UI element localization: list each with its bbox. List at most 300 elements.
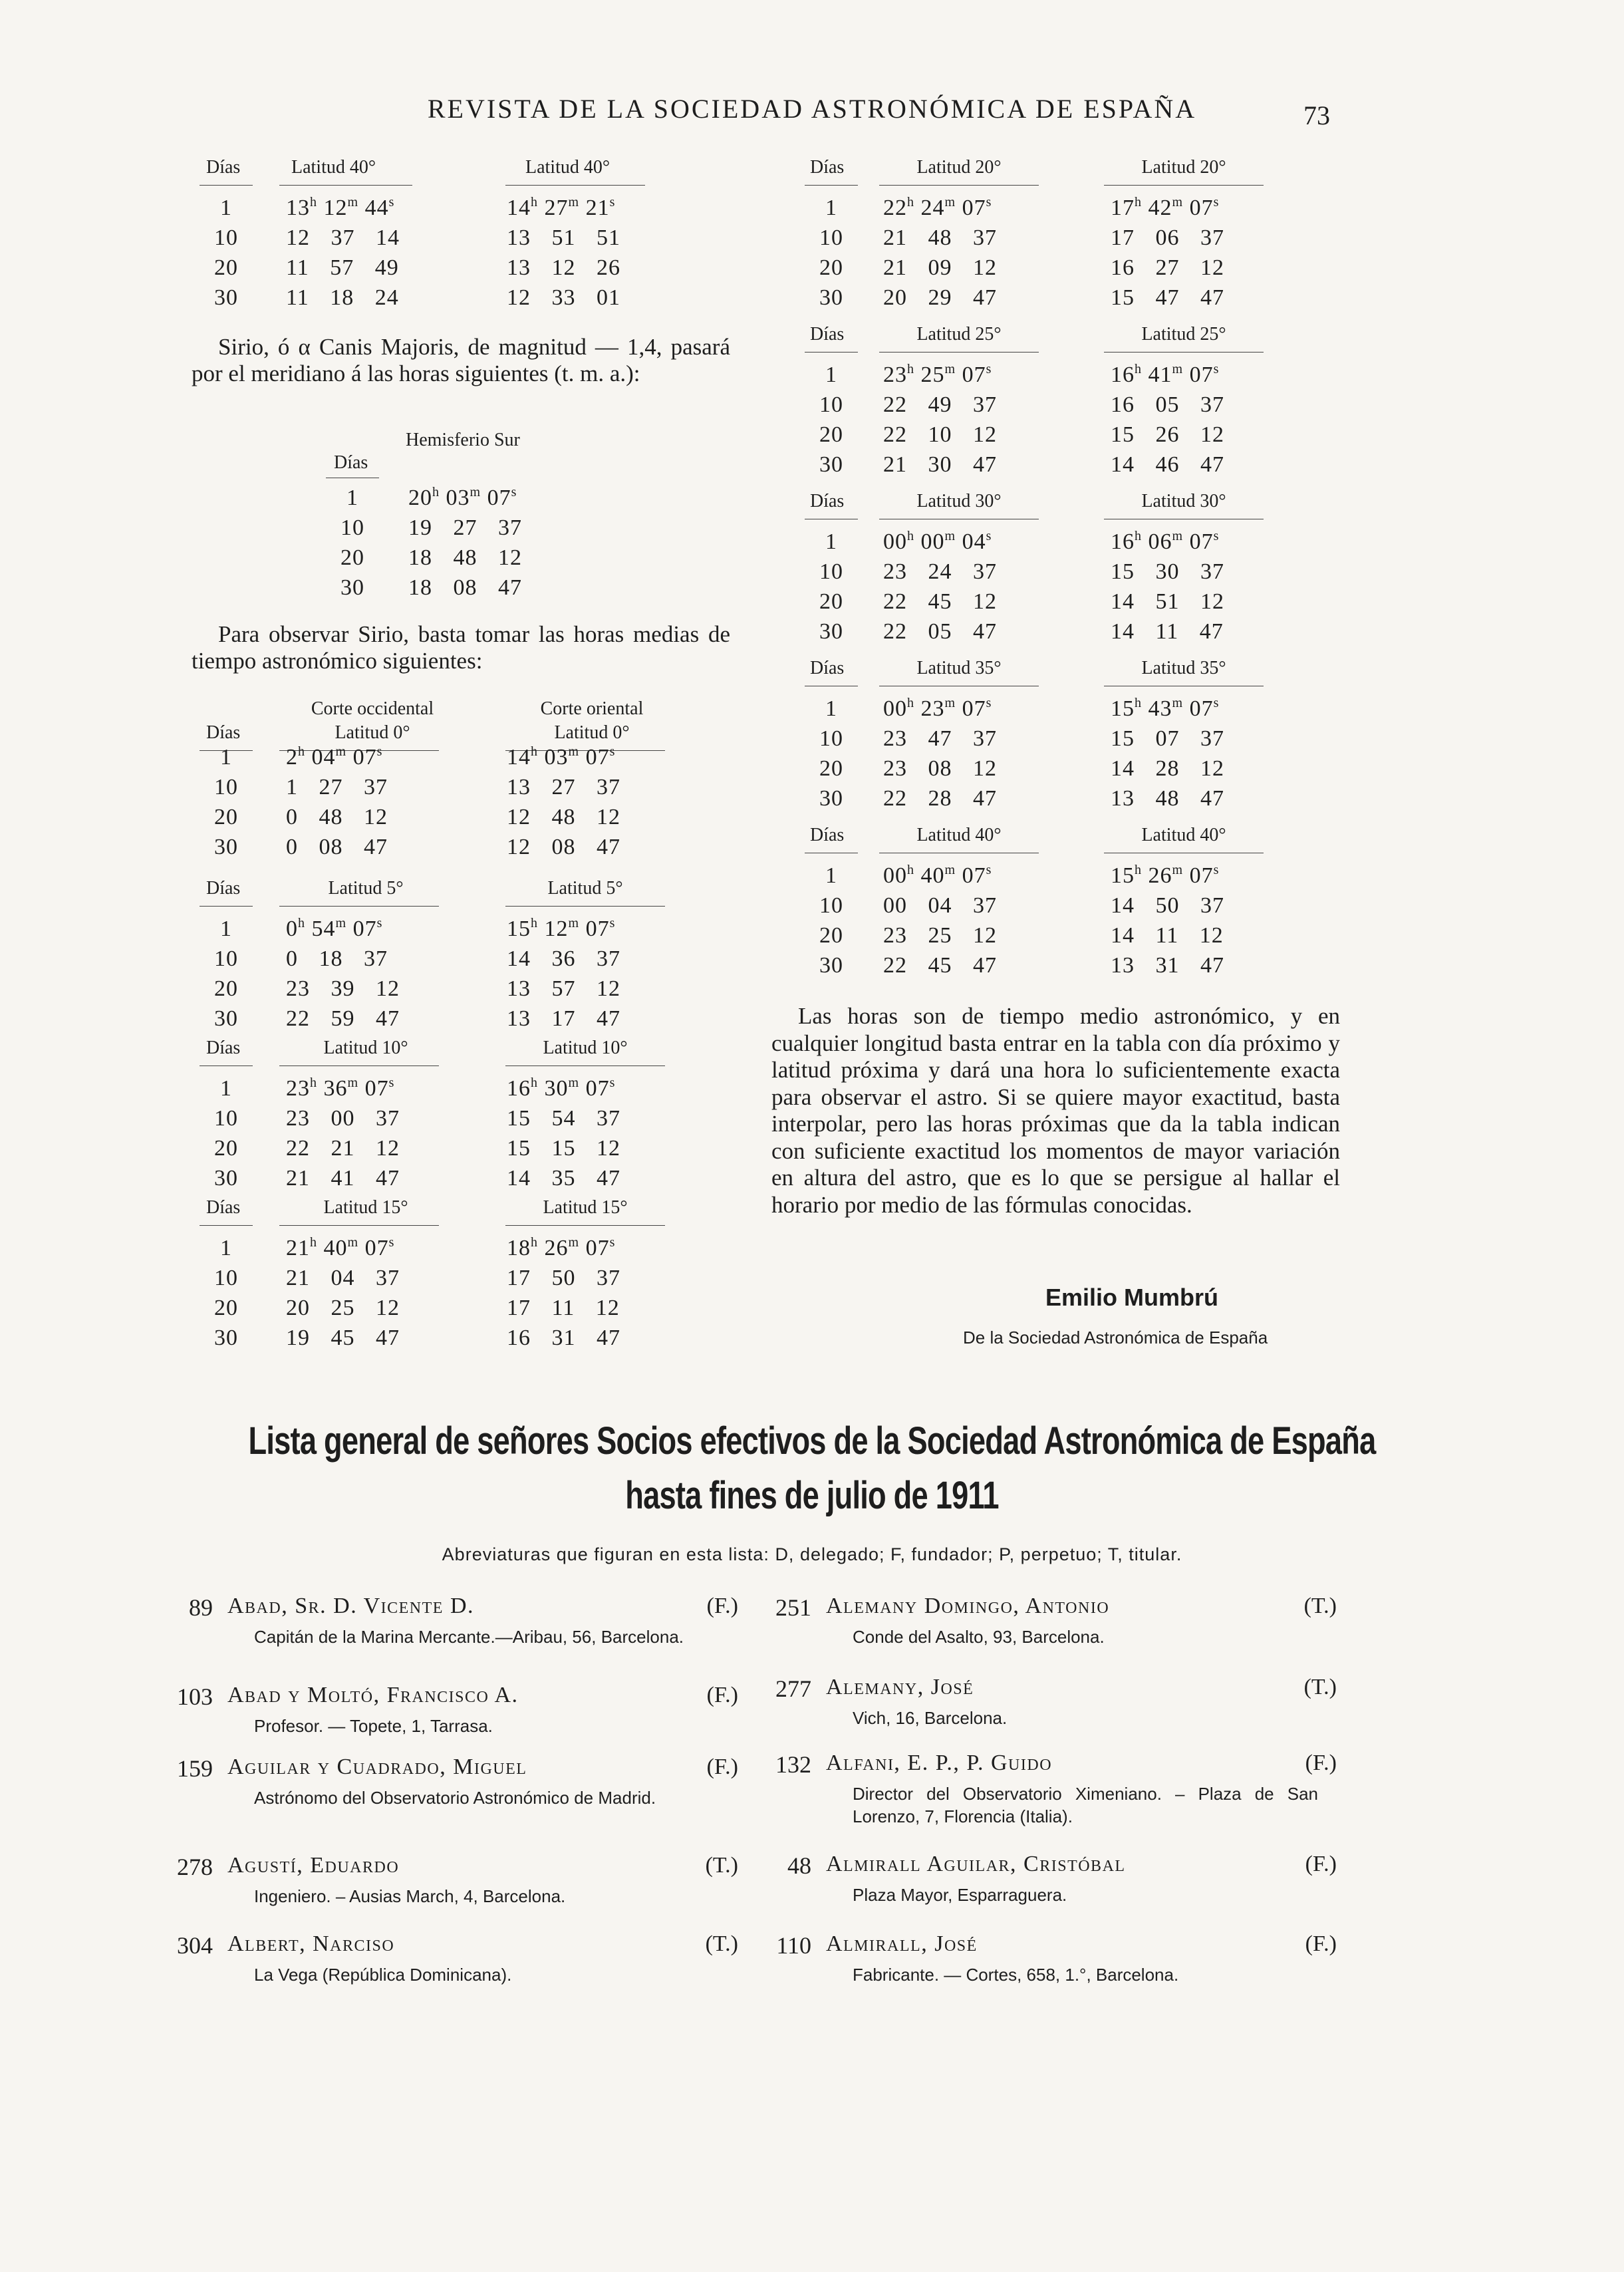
latitude-table xyxy=(805,491,1284,644)
hours-unit: h xyxy=(531,744,538,759)
minutes-value: 41 xyxy=(1148,362,1172,387)
day-cell: 20 xyxy=(214,805,238,829)
member-type: (F.) xyxy=(1305,1852,1337,1876)
seconds-unit: s xyxy=(609,1075,616,1090)
hours-value: 13 xyxy=(286,196,310,220)
member-name: Agustí, Eduardo xyxy=(227,1853,400,1878)
seconds-value: 07 xyxy=(962,362,986,387)
day-cell: 10 xyxy=(819,392,843,417)
day-cell: 20 xyxy=(340,545,364,570)
oriental-latitude-header: Latitud 20° xyxy=(1141,157,1226,178)
hours-value: 17 xyxy=(1111,196,1135,220)
occidental-time: 21 09 12 xyxy=(883,255,997,280)
minutes-value: 54 xyxy=(311,917,336,941)
oriental-latitude-header: Latitud 35° xyxy=(1141,658,1226,678)
occidental-time xyxy=(883,362,992,388)
member-name: Alfani, E. P., P. Guido xyxy=(826,1751,1053,1775)
minutes-value: 23 xyxy=(920,696,945,721)
day-cell: 1 xyxy=(220,745,232,770)
minutes-value: 25 xyxy=(920,362,945,387)
occidental-time: 11 57 49 xyxy=(286,255,399,280)
seconds-value: 07 xyxy=(364,1076,389,1101)
hours-unit: h xyxy=(298,916,305,930)
hours-unit: h xyxy=(310,1075,317,1090)
oriental-time xyxy=(1111,362,1219,388)
sirio-paragraph: Sirio, ó α Canis Majoris, de magnitud — 1,4, pasará por el meridiano á las horas siguientes (t. m. a.): xyxy=(192,334,730,386)
author-affiliation: De la Sociedad Astronómica de España xyxy=(963,1328,1268,1348)
days-header: Días xyxy=(206,722,241,743)
minutes-unit: m xyxy=(944,195,956,210)
occidental-time: 19 45 47 xyxy=(286,1326,400,1350)
minutes-unit: m xyxy=(347,195,359,210)
hours-value: 2 xyxy=(286,745,298,770)
hours-unit: h xyxy=(310,195,317,210)
oriental-time: 14 35 47 xyxy=(507,1166,620,1191)
oriental-latitude-header: Latitud 25° xyxy=(1141,324,1226,345)
minutes-value: 04 xyxy=(311,745,336,770)
oriental-time: 17 11 12 xyxy=(507,1296,620,1320)
seconds-unit: s xyxy=(986,529,992,543)
member-number: 278 xyxy=(177,1854,213,1880)
hours-unit: h xyxy=(531,1075,538,1090)
oriental-latitude-header: Latitud 15° xyxy=(543,1197,628,1218)
member-details: Profesor. — Topete, 1, Tarrasa. xyxy=(254,1716,493,1736)
days-header: Días xyxy=(810,825,845,845)
minutes-unit: m xyxy=(568,744,580,759)
occidental-time: 22 21 12 xyxy=(286,1136,400,1161)
hours-unit: h xyxy=(1135,863,1142,877)
hours-value: 15 xyxy=(1111,863,1135,888)
oriental-time: 16 27 12 xyxy=(1111,255,1224,280)
minutes-value: 30 xyxy=(544,1076,569,1101)
member-name: Alemany Domingo, Antonio xyxy=(826,1594,1110,1618)
minutes-value: 03 xyxy=(446,486,470,510)
seconds-unit: s xyxy=(609,916,616,930)
occidental-time: 1 27 37 xyxy=(286,775,388,799)
seconds-unit: s xyxy=(1213,863,1220,877)
hours-unit: h xyxy=(1135,195,1142,210)
hours-value: 18 xyxy=(507,1236,531,1260)
seconds-unit: s xyxy=(388,1075,395,1090)
member-type: (T.) xyxy=(1303,1594,1337,1618)
seconds-value: 07 xyxy=(962,863,986,888)
occidental-latitude-header: Latitud 5° xyxy=(328,878,404,899)
day-cell: 30 xyxy=(214,835,238,859)
oriental-header-1: Corte oriental xyxy=(540,698,644,719)
minutes-value: 36 xyxy=(323,1076,348,1101)
day-cell: 20 xyxy=(819,589,843,614)
occidental-time: 23 00 37 xyxy=(286,1106,400,1131)
seconds-value: 07 xyxy=(962,196,986,220)
days-header: Días xyxy=(810,491,845,511)
occidental-latitude-header: Latitud 30° xyxy=(916,491,1002,511)
seconds-unit: s xyxy=(986,362,992,376)
seconds-value: 07 xyxy=(1189,362,1214,387)
oriental-time: 14 28 12 xyxy=(1111,756,1224,781)
days-header: Días xyxy=(810,157,845,178)
top-latitude-table xyxy=(200,157,665,310)
oriental-time xyxy=(507,745,615,770)
member-number: 132 xyxy=(775,1751,811,1778)
oriental-time: 17 06 37 xyxy=(1111,225,1224,250)
oriental-time: 12 08 47 xyxy=(507,835,620,859)
occidental-time: 23 08 12 xyxy=(883,756,997,781)
member-number: 277 xyxy=(775,1675,811,1702)
column-header: Latitud 40° xyxy=(525,157,610,178)
seconds-unit: s xyxy=(376,744,383,759)
occidental-time: 22 45 47 xyxy=(883,953,997,978)
member-name: Abad y Moltó, Francisco A. xyxy=(227,1683,519,1707)
oriental-time: 14 46 47 xyxy=(1111,452,1224,477)
day-cell: 10 xyxy=(819,726,843,751)
latitude-table xyxy=(200,1197,678,1350)
seconds-unit: s xyxy=(986,863,992,877)
occidental-time: 21 30 47 xyxy=(883,452,997,477)
hours-unit: h xyxy=(298,744,305,759)
occidental-time xyxy=(408,486,517,511)
day-cell: 10 xyxy=(214,946,238,971)
member-number: 103 xyxy=(177,1683,213,1710)
seconds-unit: s xyxy=(609,195,616,210)
oriental-time: 14 11 12 xyxy=(1111,923,1224,948)
occidental-time xyxy=(883,696,992,722)
minutes-unit: m xyxy=(1172,863,1184,877)
occidental-latitude-header: Latitud 25° xyxy=(916,324,1002,345)
seconds-unit: s xyxy=(376,916,383,930)
minutes-unit: m xyxy=(1172,696,1184,710)
day-cell: 20 xyxy=(214,255,238,280)
member-details: Plaza Mayor, Esparraguera. xyxy=(853,1885,1067,1905)
member-details: Director del Observatorio Ximeniano. – Plaza de San Lorenzo, 7, Florencia (Italia). xyxy=(853,1784,1318,1826)
oriental-time xyxy=(507,196,615,221)
occidental-time xyxy=(883,196,992,221)
occidental-time: 00 04 37 xyxy=(883,893,997,918)
oriental-time: 15 26 12 xyxy=(1111,422,1224,447)
day-cell: 10 xyxy=(214,1106,238,1131)
member-name: Albert, Narciso xyxy=(227,1931,395,1956)
member-number: 89 xyxy=(189,1594,213,1621)
latitude-table xyxy=(805,157,1284,310)
day-cell: 30 xyxy=(214,1006,238,1031)
hours-unit: h xyxy=(531,916,538,930)
minutes-value: 43 xyxy=(1148,696,1172,721)
seconds-value: 07 xyxy=(1189,863,1214,888)
occidental-time: 20 25 12 xyxy=(286,1296,400,1320)
member-name: Alemany, José xyxy=(826,1675,974,1699)
occidental-time xyxy=(286,745,382,770)
seconds-unit: s xyxy=(388,1235,395,1250)
corte-header xyxy=(200,698,705,752)
occidental-header-1: Corte occidental xyxy=(311,698,434,719)
day-cell: 20 xyxy=(819,422,843,447)
latitude-table xyxy=(805,825,1284,978)
sirio-table xyxy=(326,430,592,600)
latitude-table xyxy=(805,324,1284,477)
hours-unit: h xyxy=(1135,696,1142,710)
minutes-unit: m xyxy=(568,1075,580,1090)
member-type: (F.) xyxy=(706,1594,738,1618)
oriental-time xyxy=(1111,863,1219,889)
oriental-time: 14 50 37 xyxy=(1111,893,1224,918)
abbreviations-note: Abreviaturas que figuran en esta lista: D, delegado; F, fundador; P, perpetuo; T, titular. xyxy=(442,1544,1182,1564)
hours-value: 00 xyxy=(883,863,907,888)
member-details: Fabricante. — Cortes, 658, 1.°, Barcelona. xyxy=(853,1965,1179,1985)
day-cell: 30 xyxy=(819,285,843,310)
column-header: Hemisferio Sur xyxy=(406,430,520,450)
member-details: Ingeniero. – Ausias March, 4, Barcelona. xyxy=(254,1886,566,1906)
seconds-value: 07 xyxy=(487,486,511,510)
day-cell: 20 xyxy=(214,1296,238,1320)
minutes-value: 00 xyxy=(920,529,945,554)
occidental-time: 20 29 47 xyxy=(883,285,997,310)
seconds-value: 07 xyxy=(585,1236,610,1260)
minutes-value: 26 xyxy=(1148,863,1172,888)
seconds-value: 07 xyxy=(962,696,986,721)
oriental-time: 12 33 01 xyxy=(507,285,620,310)
oriental-latitude-header: Latitud 30° xyxy=(1141,491,1226,511)
occidental-time: 23 39 12 xyxy=(286,976,400,1001)
seconds-value: 07 xyxy=(352,917,377,941)
list-title-line2: hasta fines de julio de 1911 xyxy=(625,1474,999,1517)
days-header: Días xyxy=(206,157,241,178)
seconds-value: 07 xyxy=(585,917,610,941)
occidental-latitude-header: Latitud 20° xyxy=(916,157,1002,178)
oriental-latitude-header: Latitud 10° xyxy=(543,1038,628,1058)
member-details: Conde del Asalto, 93, Barcelona. xyxy=(853,1627,1105,1647)
occidental-time: 22 28 47 xyxy=(883,786,997,811)
day-cell: 10 xyxy=(819,225,843,250)
seconds-value: 07 xyxy=(585,745,610,770)
day-cell: 20 xyxy=(214,1136,238,1161)
occidental-time: 22 05 47 xyxy=(883,619,997,644)
member-type: (F.) xyxy=(706,1755,738,1779)
occidental-time: 21 04 37 xyxy=(286,1266,400,1290)
hours-value: 14 xyxy=(507,745,531,770)
minutes-value: 12 xyxy=(544,917,569,941)
oriental-time: 13 12 26 xyxy=(507,255,620,280)
day-cell: 10 xyxy=(214,775,238,799)
oriental-time: 13 51 51 xyxy=(507,225,620,250)
day-cell: 20 xyxy=(214,976,238,1001)
latitude-table xyxy=(200,1038,678,1191)
member-type: (F.) xyxy=(1305,1751,1337,1775)
oriental-time xyxy=(1111,196,1219,221)
occidental-time: 0 08 47 xyxy=(286,835,388,859)
hours-value: 0 xyxy=(286,917,298,941)
seconds-value: 07 xyxy=(585,1076,610,1101)
occidental-latitude-header: Latitud 35° xyxy=(916,658,1002,678)
seconds-unit: s xyxy=(609,1235,616,1250)
hours-unit: h xyxy=(907,195,914,210)
member-name: Aguilar y Cuadrado, Miguel xyxy=(227,1755,527,1779)
days-header: Días xyxy=(334,452,368,473)
occidental-time: 23 24 37 xyxy=(883,559,997,584)
seconds-unit: s xyxy=(986,696,992,710)
observe-paragraph: Para observar Sirio, basta tomar las horas medias de tiempo astronómico siguientes: xyxy=(192,621,730,674)
oriental-time: 13 17 47 xyxy=(507,1006,620,1031)
member-type: (T.) xyxy=(705,1931,738,1956)
oriental-time xyxy=(507,1236,615,1261)
day-cell: 30 xyxy=(214,285,238,310)
oriental-time: 13 31 47 xyxy=(1111,953,1224,978)
oriental-time: 15 47 47 xyxy=(1111,285,1224,310)
day-cell: 10 xyxy=(819,893,843,918)
days-header: Días xyxy=(206,1038,241,1058)
member-details: Capitán de la Marina Mercante.—Aribau, 56, Barcelona. xyxy=(254,1627,684,1647)
occidental-time xyxy=(286,1236,394,1261)
hours-value: 16 xyxy=(1111,362,1135,387)
oriental-time: 16 05 37 xyxy=(1111,392,1224,417)
day-cell: 1 xyxy=(220,1076,232,1101)
member-details: Astrónomo del Observatorio Astronómico de Madrid. xyxy=(254,1788,656,1808)
member-number: 48 xyxy=(787,1852,811,1879)
hours-value: 23 xyxy=(286,1076,310,1101)
oriental-time: 15 07 37 xyxy=(1111,726,1224,751)
minutes-unit: m xyxy=(1172,362,1184,376)
member-name: Almirall, José xyxy=(826,1931,978,1956)
occidental-time: 12 37 14 xyxy=(286,225,400,250)
day-cell: 10 xyxy=(819,559,843,584)
oriental-time: 15 54 37 xyxy=(507,1106,620,1131)
occidental-time: 22 49 37 xyxy=(883,392,997,417)
list-title-line1: Lista general de señores Socios efectivos de la Sociedad Astronómica de España xyxy=(248,1419,1376,1463)
running-header: REVISTA DE LA SOCIEDAD ASTRONÓMICA DE ESPAÑA xyxy=(427,94,1197,124)
seconds-unit: s xyxy=(1213,529,1220,543)
occidental-time xyxy=(883,529,992,555)
occidental-time xyxy=(286,196,394,221)
occidental-time: 19 27 37 xyxy=(408,515,522,540)
occidental-header-2: Latitud 0° xyxy=(335,722,410,743)
oriental-time: 14 36 37 xyxy=(507,946,620,971)
occidental-time xyxy=(883,863,992,889)
occidental-latitude-header: Latitud 40° xyxy=(916,825,1002,845)
column-header: Latitud 40° xyxy=(291,157,376,178)
hours-value: 15 xyxy=(507,917,531,941)
day-cell: 20 xyxy=(819,756,843,781)
oriental-time: 15 30 37 xyxy=(1111,559,1224,584)
oriental-time xyxy=(507,917,615,942)
seconds-unit: s xyxy=(1213,696,1220,710)
minutes-value: 12 xyxy=(323,196,348,220)
day-cell: 30 xyxy=(819,953,843,978)
seconds-value: 07 xyxy=(1189,529,1214,554)
member-details: La Vega (República Dominicana). xyxy=(254,1965,512,1985)
oriental-time xyxy=(507,1076,615,1101)
oriental-time: 14 51 12 xyxy=(1111,589,1224,614)
seconds-unit: s xyxy=(609,744,616,759)
day-cell: 30 xyxy=(819,619,843,644)
day-cell: 1 xyxy=(825,196,837,220)
oriental-time: 14 11 47 xyxy=(1111,619,1224,644)
days-header: Días xyxy=(206,878,241,899)
minutes-unit: m xyxy=(347,1075,359,1090)
oriental-time: 15 15 12 xyxy=(507,1136,620,1161)
occidental-time: 18 08 47 xyxy=(408,575,522,600)
hours-value: 16 xyxy=(507,1076,531,1101)
seconds-unit: s xyxy=(1213,195,1220,210)
minutes-value: 42 xyxy=(1148,196,1172,220)
minutes-unit: m xyxy=(470,485,481,499)
hours-value: 23 xyxy=(883,362,907,387)
minutes-value: 40 xyxy=(323,1236,348,1260)
day-cell: 10 xyxy=(214,1266,238,1290)
latitude-table xyxy=(200,878,678,1031)
minutes-value: 24 xyxy=(920,196,945,220)
member-name: Almirall Aguilar, Cristóbal xyxy=(826,1852,1126,1876)
day-cell: 30 xyxy=(214,1166,238,1191)
occidental-time: 22 45 12 xyxy=(883,589,997,614)
occidental-time: 0 18 37 xyxy=(286,946,388,971)
minutes-value: 06 xyxy=(1148,529,1172,554)
seconds-value: 07 xyxy=(1189,696,1214,721)
occidental-time: 11 18 24 xyxy=(286,285,399,310)
hours-unit: h xyxy=(310,1235,317,1250)
day-cell: 30 xyxy=(214,1326,238,1350)
minutes-unit: m xyxy=(1172,195,1184,210)
minutes-value: 27 xyxy=(544,196,569,220)
explanation-paragraph: Las horas son de tiempo medio astronómico, y en cualquier longitud basta entrar en la tabla con día próximo y latitud próxima y dará una hora lo suficientemente exacta para observar el astro. Si se quiere mayor exactitud, basta interpolar, pero las horas próximas que da la tabla indican con suficiente exactitud los momentos de mayor variación en altura del astro, que es lo que se persigue al hallar el horario por medio de las fórmulas conocidas. xyxy=(771,1003,1340,1218)
member-details: Vich, 16, Barcelona. xyxy=(853,1708,1008,1728)
day-cell: 20 xyxy=(819,923,843,948)
occidental-latitude-header: Latitud 15° xyxy=(323,1197,408,1218)
day-cell: 30 xyxy=(819,452,843,477)
hours-value: 00 xyxy=(883,696,907,721)
minutes-unit: m xyxy=(944,696,956,710)
day-cell: 30 xyxy=(340,575,364,600)
day-cell: 1 xyxy=(825,529,837,554)
seconds-unit: s xyxy=(1213,362,1220,376)
oriental-latitude-header: Latitud 5° xyxy=(547,878,623,899)
minutes-unit: m xyxy=(944,863,956,877)
hours-value: 15 xyxy=(1111,696,1135,721)
minutes-unit: m xyxy=(944,529,956,543)
occidental-time: 23 25 12 xyxy=(883,923,997,948)
days-header: Días xyxy=(810,658,845,678)
latitude-table xyxy=(805,658,1284,811)
days-header: Días xyxy=(206,1197,241,1218)
hours-value: 21 xyxy=(286,1236,310,1260)
seconds-value: 07 xyxy=(364,1236,389,1260)
occidental-time: 22 10 12 xyxy=(883,422,997,447)
oriental-time: 17 50 37 xyxy=(507,1266,620,1290)
minutes-unit: m xyxy=(335,916,347,930)
hours-unit: h xyxy=(531,1235,538,1250)
minutes-unit: m xyxy=(335,744,347,759)
occidental-time: 0 48 12 xyxy=(286,805,388,829)
seconds-value: 04 xyxy=(962,529,986,554)
oriental-time xyxy=(1111,696,1219,722)
hours-unit: h xyxy=(1135,529,1142,543)
oriental-time: 12 48 12 xyxy=(507,805,620,829)
oriental-header-2: Latitud 0° xyxy=(554,722,630,743)
occidental-time: 22 59 47 xyxy=(286,1006,400,1031)
oriental-time: 13 57 12 xyxy=(507,976,620,1001)
occidental-time xyxy=(286,917,382,942)
hours-value: 22 xyxy=(883,196,907,220)
seconds-unit: s xyxy=(511,485,517,499)
seconds-value: 07 xyxy=(1189,196,1214,220)
minutes-unit: m xyxy=(568,916,580,930)
occidental-time: 21 41 47 xyxy=(286,1166,400,1191)
occidental-time: 23 47 37 xyxy=(883,726,997,751)
oriental-time: 13 48 47 xyxy=(1111,786,1224,811)
oriental-latitude-header: Latitud 40° xyxy=(1141,825,1226,845)
days-header: Días xyxy=(810,324,845,345)
seconds-value: 44 xyxy=(364,196,389,220)
occidental-time: 21 48 37 xyxy=(883,225,997,250)
member-type: (F.) xyxy=(1305,1931,1337,1956)
hours-unit: h xyxy=(1135,362,1142,376)
